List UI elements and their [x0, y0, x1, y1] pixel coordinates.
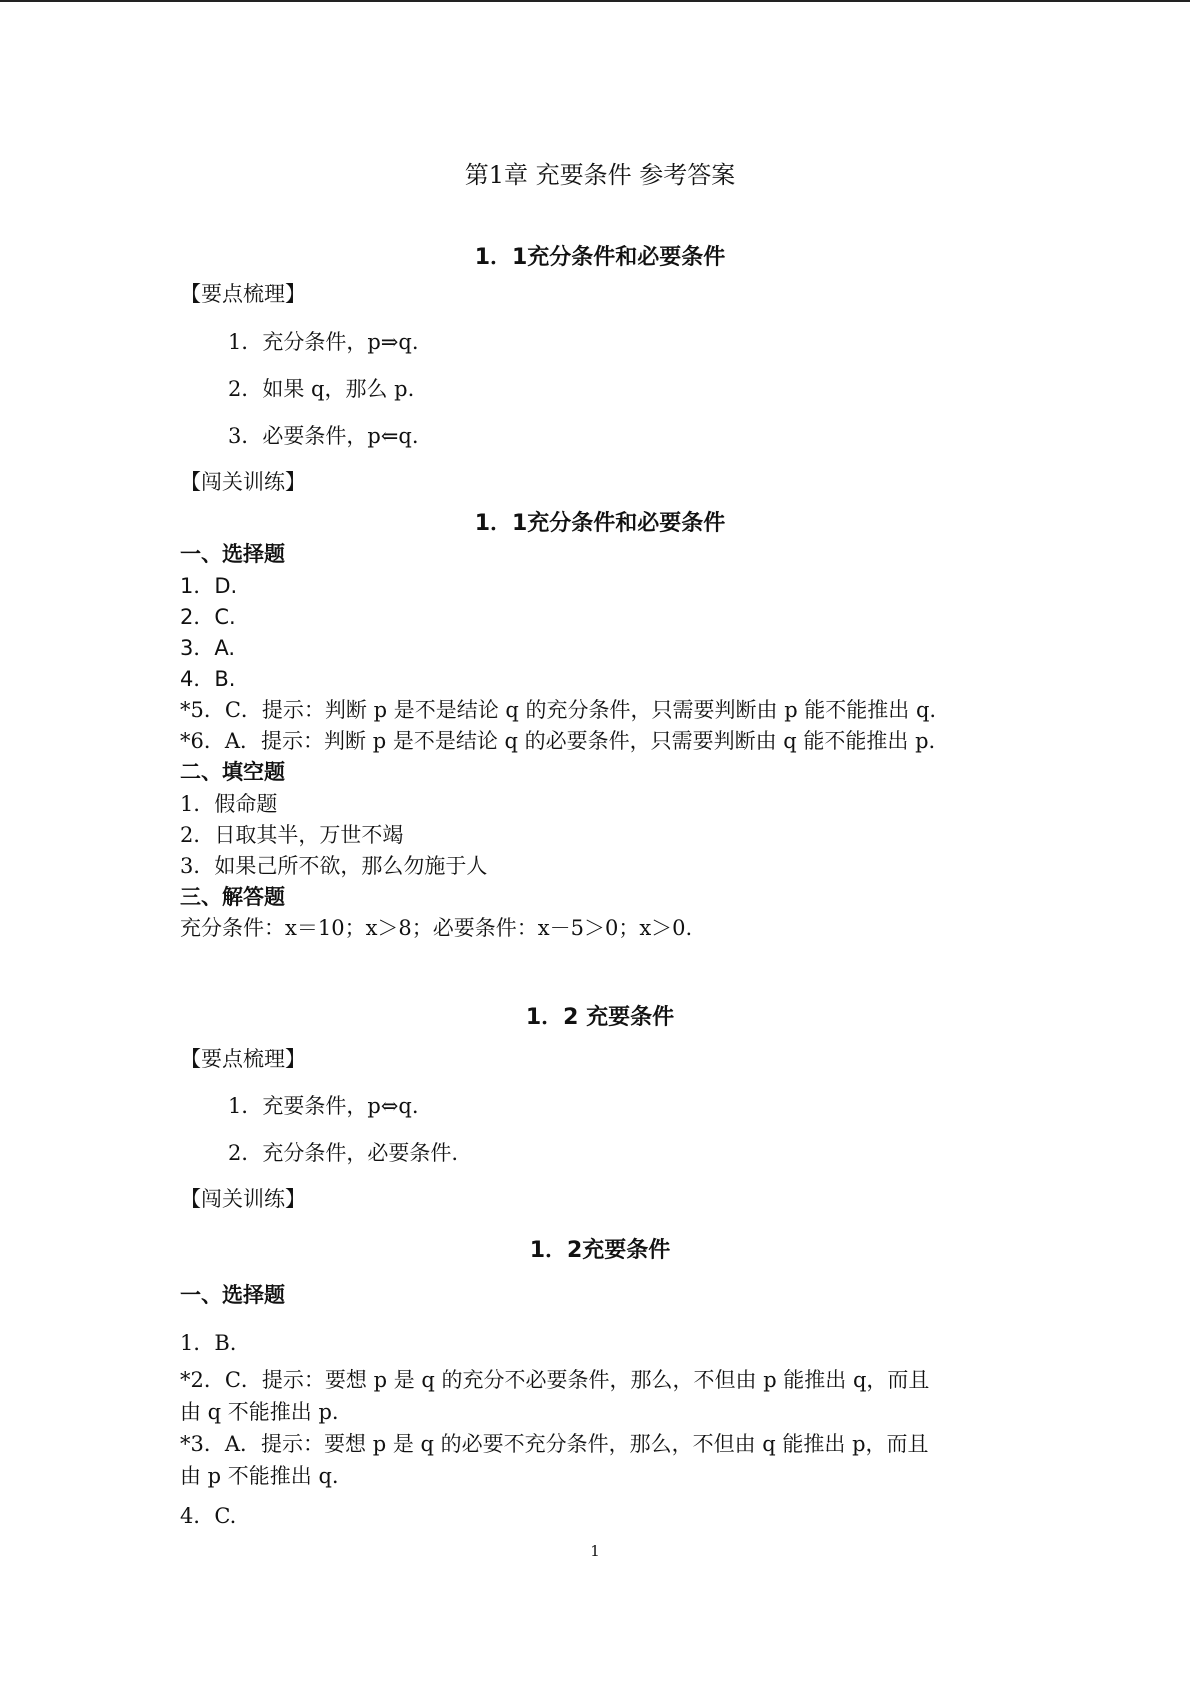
key-point-item: 2．如果 q，那么 p.: [228, 377, 415, 401]
choice-label: 一、选择题: [180, 1283, 285, 1307]
practice-heading: 1．1充分条件和必要条件: [474, 511, 726, 536]
answer-item: *6．A．提示：判断 p 是不是结论 q 的必要条件，只需要判断由 q 能不能推出 p.: [180, 729, 936, 753]
key-point-item: 1．充要条件，p⇔q.: [228, 1094, 419, 1118]
key-point-item: 2．充分条件，必要条件.: [228, 1141, 459, 1165]
answer-item: 1．D.: [180, 574, 238, 598]
answer-item: 3．A.: [180, 636, 236, 660]
key-point-item: 3．必要条件，p⇐q.: [228, 424, 419, 448]
page-top-border: [0, 0, 1190, 2]
document-title: 第1章 充要条件 参考答案: [464, 161, 736, 189]
answer-item: 3．如果己所不欲，那么勿施于人: [180, 854, 488, 878]
answer-item: *3．A．提示：要想 p 是 q 的必要不充分条件，那么，不但由 q 能推出 p，而且: [180, 1432, 929, 1456]
answer-item: 1．B.: [180, 1331, 237, 1355]
key-points-label: 【要点梳理】: [180, 1047, 306, 1071]
answer-item: 2．日取其半，万世不竭: [180, 823, 404, 847]
practice-label: 【闯关训练】: [180, 470, 306, 494]
section-heading-1-2: 1．2 充要条件: [525, 1005, 675, 1030]
key-points-label: 【要点梳理】: [180, 282, 306, 306]
answer-item: *2．C．提示：要想 p 是 q 的充分不必要条件，那么，不但由 p 能推出 q，而且: [180, 1368, 930, 1392]
answer-item-continued: 由 p 不能推出 q.: [180, 1464, 339, 1488]
answer-item: 4．C.: [180, 1504, 237, 1528]
answer-item: *5．C．提示：判断 p 是不是结论 q 的充分条件，只需要判断由 p 能不能推出 q.: [180, 698, 937, 722]
answer-item: 4．B.: [180, 667, 236, 691]
page-number: 1: [590, 1542, 600, 1560]
practice-heading: 1．2充要条件: [529, 1238, 671, 1263]
section-heading-1-1: 1．1充分条件和必要条件: [474, 245, 726, 270]
answer-item: 充分条件：x＝10；x＞8；必要条件：x－5＞0；x＞0.: [180, 916, 693, 940]
practice-label: 【闯关训练】: [180, 1187, 306, 1211]
key-point-item: 1．充分条件，p⇒q.: [228, 330, 419, 354]
answer-item: 2．C.: [180, 605, 236, 629]
fill-label: 二、填空题: [180, 760, 285, 784]
choice-label: 一、选择题: [180, 542, 285, 566]
answer-item: 1．假命题: [180, 792, 278, 816]
solve-label: 三、解答题: [180, 885, 285, 909]
answer-item-continued: 由 q 不能推出 p.: [180, 1400, 339, 1424]
